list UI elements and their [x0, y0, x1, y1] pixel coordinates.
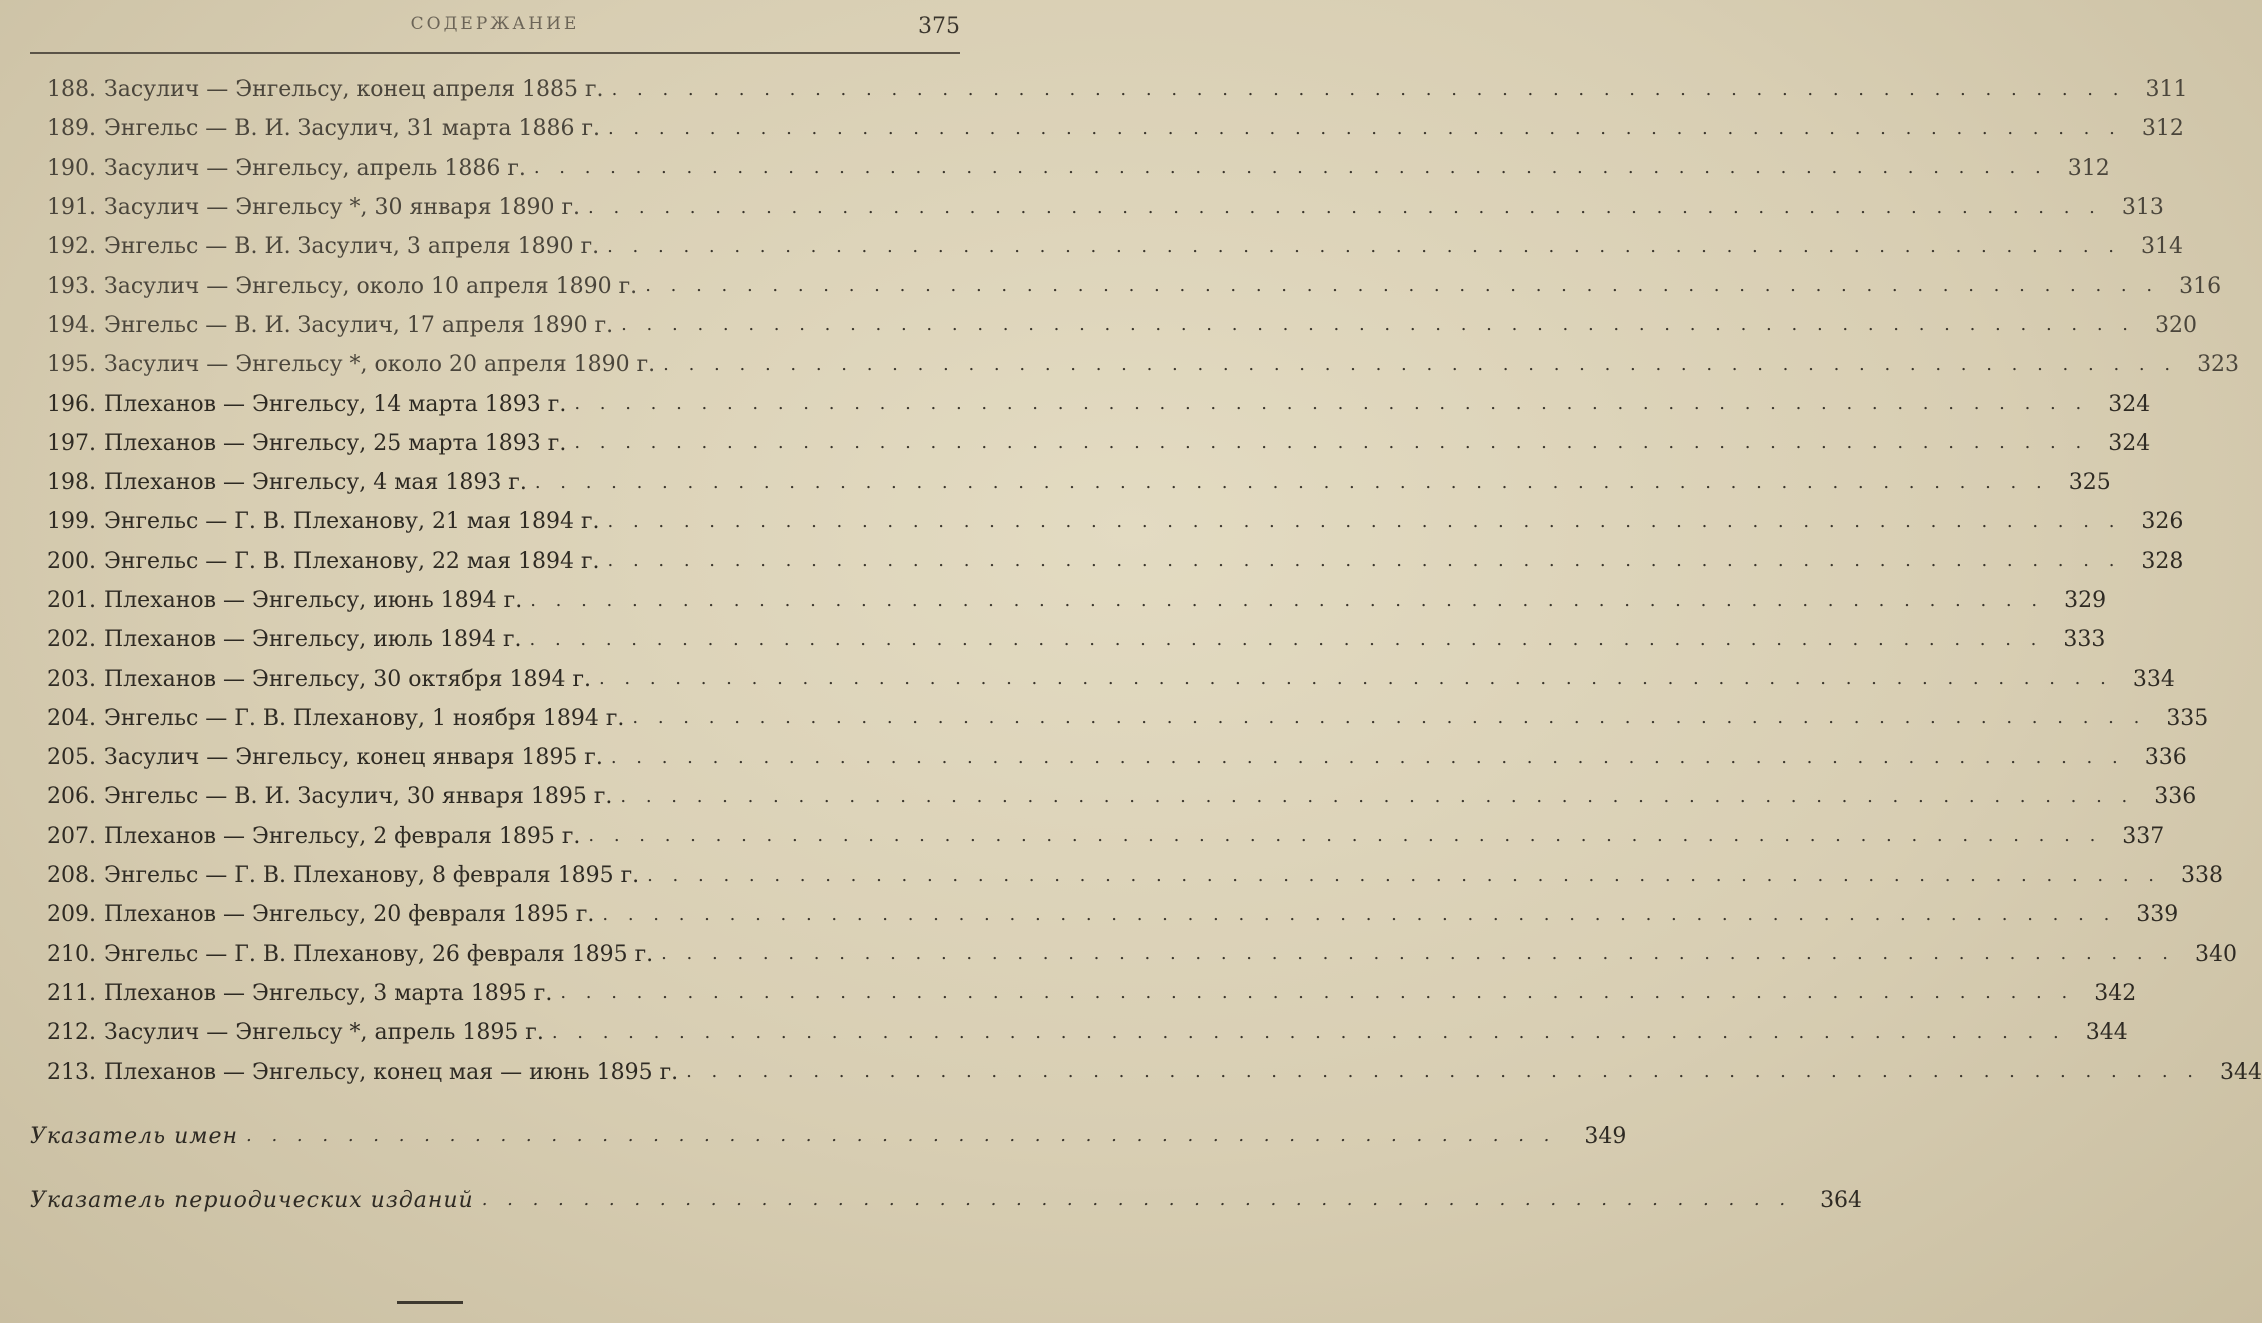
entry-page: 316 [2179, 273, 2222, 299]
toc-entry [18, 777, 2197, 816]
toc-entry [18, 227, 2183, 266]
entry-title: Плеханов — Энгельсу, 14 марта 1893 г. [104, 391, 567, 417]
entry-number: 190. [47, 155, 96, 181]
entry-title: Плеханов — Энгельсу, июнь 1894 г. [104, 588, 523, 613]
entry-title: Энгельс — Г. В. Плеханову, 26 февраля 1895 г. [104, 941, 654, 967]
entry-title: Плеханов — Энгельсу, июль 1894 г. [104, 627, 522, 653]
entry-title: Засулич — Энгельсу, конец апреля 1885 г. [104, 77, 604, 103]
leader-dots: . . . . . . . . . . . . . . . . . . . . . . . . . . . . . . . . . . . . . . . . . . . . . . . . . . . . . . . . . . . . [611, 78, 2126, 100]
entry-number: 194. [47, 312, 96, 338]
entry-title: Плеханов — Энгельсу, 3 марта 1895 г. [104, 980, 553, 1006]
leader-dots: . . . . . . . . . . . . . . . . . . . . . . . . . . . . . . . . . . . . . . . . . . . . . . . . . . . . . . . . . . . . [588, 196, 2102, 218]
entry-title: Засулич — Энгельсу *, около 20 апреля 1890 г. [104, 352, 656, 378]
toc-entry [18, 149, 2110, 188]
entry-page: 344 [2085, 1020, 2128, 1046]
toc-entry [18, 188, 2164, 227]
page-number: 375 [918, 14, 960, 39]
entry-number: 191. [47, 195, 96, 221]
leader-dots: . . . . . . . . . . . . . . . . . . . . . . . . . . . . . . . . . . . . . . . . . . . . . . . . . . . . . . . . . . . . [560, 982, 2075, 1004]
entry-title: Энгельс — Г. В. Плеханову, 22 мая 1894 г. [104, 548, 600, 574]
index-entry-names [30, 1116, 1627, 1156]
entry-page: 312 [2141, 116, 2184, 142]
entry-page: 312 [2067, 155, 2110, 181]
entry-number: 199. [47, 509, 96, 535]
toc-entry [18, 738, 2187, 777]
leader-dots: . . . . . . . . . . . . . . . . . . . . . . . . . . . . . . . . . . . . . . . . . . . . . . . . . . . . . . . . . . . . [647, 864, 2161, 886]
leader-dots: . . . . . . . . . . . . . . . . . . . . . . . . . . . . . . . . . . . . . . . . . . . . . . . . . . . . . . . . . . . . [534, 471, 2049, 493]
toc-entry [18, 935, 2237, 974]
entry-title: Засулич — Энгельсу, около 10 апреля 1890 г. [104, 273, 638, 299]
index-page: 349 [1584, 1123, 1627, 1149]
entry-title: Энгельс — Г. В. Плеханову, 21 мая 1894 г. [104, 509, 600, 535]
footer-rule [397, 1301, 463, 1304]
header-rule [30, 52, 960, 54]
toc-entry [18, 502, 2184, 541]
toc-entry [18, 895, 2179, 934]
table-of-contents [18, 70, 2262, 1092]
entry-number: 209. [47, 902, 96, 928]
leader-dots: . . . . . . . . . . . . . . . . . . . . . . . . . . . . . . . . . . . . . . . . . . . . . . . . . . . . [246, 1125, 1557, 1146]
entry-title: Плеханов — Энгельсу, 30 октября 1894 г. [104, 666, 591, 692]
leader-dots: . . . . . . . . . . . . . . . . . . . . . . . . . . . . . . . . . . . . . . . . . . . . . . . . . . . . . . . . . . . . [588, 825, 2103, 847]
leader-dots: . . . . . . . . . . . . . . . . . . . . . . . . . . . . . . . . . . . . . . . . . . . . . . . . . . . . . . . . . . . . [533, 157, 2048, 179]
entry-title: Плеханов — Энгельсу, 4 мая 1893 г. [104, 470, 527, 496]
entry-page: 326 [2141, 509, 2184, 535]
entry-page: 333 [2063, 627, 2106, 653]
leader-dots: . . . . . . . . . . . . . . . . . . . . . . . . . . . . . . . . . . . . . . . . . . . . . . . . . . . . . . . . . . . . [607, 510, 2122, 532]
page-header [30, 12, 960, 52]
running-head: СОДЕРЖАНИЕ [410, 14, 580, 34]
entry-number: 203. [47, 666, 96, 692]
entry-title: Засулич — Энгельсу *, 30 января 1890 г. [104, 195, 580, 221]
entry-number: 192. [47, 234, 96, 260]
toc-entry [18, 856, 2223, 895]
leader-dots: . . . . . . . . . . . . . . . . . . . . . . . . . . . . . . . . . . . . . . . . . . . . . . . . . . . . . . . . . . . . [663, 353, 2178, 375]
leader-dots: . . . . . . . . . . . . . . . . . . . . . . . . . . . . . . . . . . . . . . . . . . . . . . . . . . . . . . . . . . . . [607, 117, 2122, 139]
leader-dots: . . . . . . . . . . . . . . . . . . . . . . . . . . . . . . . . . . . . . . . . . . . . . . . . . . . . . . . . . . . . [602, 903, 2117, 925]
entry-number: 207. [47, 823, 96, 849]
entry-page: 337 [2122, 823, 2165, 849]
index-title: Указатель имен [30, 1123, 239, 1149]
toc-entry [18, 620, 2106, 659]
entry-number: 197. [47, 430, 96, 456]
toc-entry [18, 109, 2184, 148]
leader-dots: . . . . . . . . . . . . . . . . . . . . . . . . . . . . . . . . . . . . . . . . . . . . . . . . . . . . . . . . . . . . [610, 746, 2125, 768]
entry-page: 335 [2166, 705, 2209, 731]
leader-dots: . . . . . . . . . . . . . . . . . . . . . . . . . . . . . . . . . . . . . . . . . . . . . . . . . . . . . . . . . . . . [607, 550, 2122, 572]
entry-page: 344 [2220, 1059, 2262, 1085]
index-page: 364 [1820, 1187, 1863, 1213]
entry-page: 328 [2141, 548, 2184, 574]
entry-page: 336 [2144, 745, 2187, 771]
entry-title: Плеханов — Энгельсу, 2 февраля 1895 г. [104, 823, 581, 849]
entry-number: 188. [47, 77, 96, 103]
entry-number: 205. [47, 745, 96, 771]
toc-entry [18, 345, 2240, 384]
entry-page: 338 [2181, 863, 2223, 889]
entry-number: 213. [47, 1059, 96, 1085]
entry-page: 323 [2197, 352, 2240, 378]
entry-page: 324 [2108, 391, 2151, 417]
entry-number: 206. [47, 784, 96, 810]
leader-dots: . . . . . . . . . . . . . . . . . . . . . . . . . . . . . . . . . . . . . . . . . . . . . . . . . . . . . . . . . . . . [645, 275, 2160, 297]
entry-page: 325 [2068, 470, 2111, 496]
entry-page: 339 [2136, 902, 2179, 928]
toc-entry [18, 581, 2107, 620]
toc-entry [18, 384, 2151, 423]
toc-entry [18, 659, 2175, 698]
entry-title: Энгельс — В. И. Засулич, 30 января 1895 г. [104, 784, 613, 810]
entry-page: 342 [2094, 980, 2137, 1006]
entry-title: Засулич — Энгельсу, конец января 1895 г. [104, 745, 603, 771]
entry-number: 202. [47, 627, 96, 653]
entry-page: 311 [2145, 77, 2188, 103]
leader-dots: . . . . . . . . . . . . . . . . . . . . . . . . . . . . . . . . . . . . . . . . . . . . . . . . . . . . . . . . . . . . [574, 393, 2089, 415]
toc-entry [18, 542, 2184, 581]
leader-dots: . . . . . . . . . . . . . . . . . . . . . . . . . . . . . . . . . . . . . . . . . . . . . . . . . . . . . . . . . . . . [598, 668, 2113, 690]
entry-number: 200. [47, 548, 96, 574]
leader-dots: . . . . . . . . . . . . . . . . . . . . . . . . . . . . . . . . . . . . . . . . . . . . . . . . . . . . . . . . . . . . [632, 707, 2147, 729]
entry-title: Энгельс — В. И. Засулич, 17 апреля 1890 г. [104, 312, 614, 338]
entry-number: 212. [47, 1020, 96, 1046]
entry-page: 313 [2121, 195, 2164, 221]
toc-entry [18, 306, 2197, 345]
toc-entry [18, 266, 2222, 305]
entry-page: 324 [2108, 430, 2151, 456]
entry-number: 189. [47, 116, 96, 142]
toc-entry [18, 1013, 2128, 1052]
entry-title: Энгельс — В. И. Засулич, 31 марта 1886 г. [104, 116, 600, 142]
index-title: Указатель периодических изданий [30, 1187, 474, 1213]
entry-number: 196. [47, 391, 96, 417]
entry-title: Плеханов — Энгельсу, 20 февраля 1895 г. [104, 902, 595, 928]
entry-title: Плеханов — Энгельсу, конец мая — июнь 1895 г. [104, 1059, 679, 1085]
leader-dots: . . . . . . . . . . . . . . . . . . . . . . . . . . . . . . . . . . . . . . . . . . . . . . . . . . . . . . . . . . . . [661, 943, 2175, 965]
leader-dots: . . . . . . . . . . . . . . . . . . . . . . . . . . . . . . . . . . . . . . . . . . . . . . . . . . . . . . . . . . . . [574, 432, 2089, 454]
entry-number: 201. [47, 588, 96, 613]
entry-number: 198. [47, 470, 96, 496]
entry-title: Засулич — Энгельсу, апрель 1886 г. [104, 155, 526, 181]
toc-entry [18, 463, 2111, 502]
entry-page: 340 [2195, 941, 2237, 967]
entry-number: 208. [47, 863, 96, 889]
leader-dots: . . . . . . . . . . . . . . . . . . . . . . . . . . . . . . . . . . . . . . . . . . . . . . . . . . . . [481, 1189, 1793, 1210]
entry-title: Плеханов — Энгельсу, 25 марта 1893 г. [104, 430, 567, 456]
toc-entry [18, 817, 2165, 856]
leader-dots: . . . . . . . . . . . . . . . . . . . . . . . . . . . . . . . . . . . . . . . . . . . . . . . . . . . . . . . . . . . . [530, 589, 2045, 611]
entry-title: Энгельс — В. И. Засулич, 3 апреля 1890 г. [104, 234, 600, 260]
leader-dots: . . . . . . . . . . . . . . . . . . . . . . . . . . . . . . . . . . . . . . . . . . . . . . . . . . . . . . . . . . . . [607, 235, 2121, 257]
leader-dots: . . . . . . . . . . . . . . . . . . . . . . . . . . . . . . . . . . . . . . . . . . . . . . . . . . . . . . . . . . . . [551, 1021, 2066, 1043]
toc-entry [18, 1052, 2262, 1091]
entry-title: Энгельс — Г. В. Плеханову, 8 февраля 1895 г. [104, 863, 640, 889]
entry-number: 193. [47, 273, 96, 299]
entry-page: 314 [2141, 234, 2183, 260]
entry-page: 334 [2132, 666, 2175, 692]
entry-number: 204. [47, 705, 96, 731]
toc-entry [18, 424, 2151, 463]
entry-page: 336 [2154, 784, 2197, 810]
toc-entry [18, 699, 2209, 738]
entry-page: 320 [2155, 312, 2197, 338]
entry-number: 195. [47, 352, 96, 378]
entry-number: 210. [47, 941, 96, 967]
leader-dots: . . . . . . . . . . . . . . . . . . . . . . . . . . . . . . . . . . . . . . . . . . . . . . . . . . . . . . . . . . . . [686, 1061, 2200, 1083]
leader-dots: . . . . . . . . . . . . . . . . . . . . . . . . . . . . . . . . . . . . . . . . . . . . . . . . . . . . . . . . . . . . [529, 628, 2044, 650]
toc-entry [18, 70, 2188, 109]
leader-dots: . . . . . . . . . . . . . . . . . . . . . . . . . . . . . . . . . . . . . . . . . . . . . . . . . . . . . . . . . . . . [621, 314, 2135, 336]
leader-dots: . . . . . . . . . . . . . . . . . . . . . . . . . . . . . . . . . . . . . . . . . . . . . . . . . . . . . . . . . . . . [620, 785, 2135, 807]
entry-number: 211. [47, 980, 96, 1006]
toc-entry [18, 974, 2137, 1013]
entry-title: Засулич — Энгельсу *, апрель 1895 г. [104, 1020, 544, 1046]
entry-title: Энгельс — Г. В. Плеханову, 1 ноября 1894 г. [104, 705, 625, 731]
entry-page: 329 [2064, 588, 2107, 613]
index-entry-periodicals [30, 1180, 1863, 1220]
